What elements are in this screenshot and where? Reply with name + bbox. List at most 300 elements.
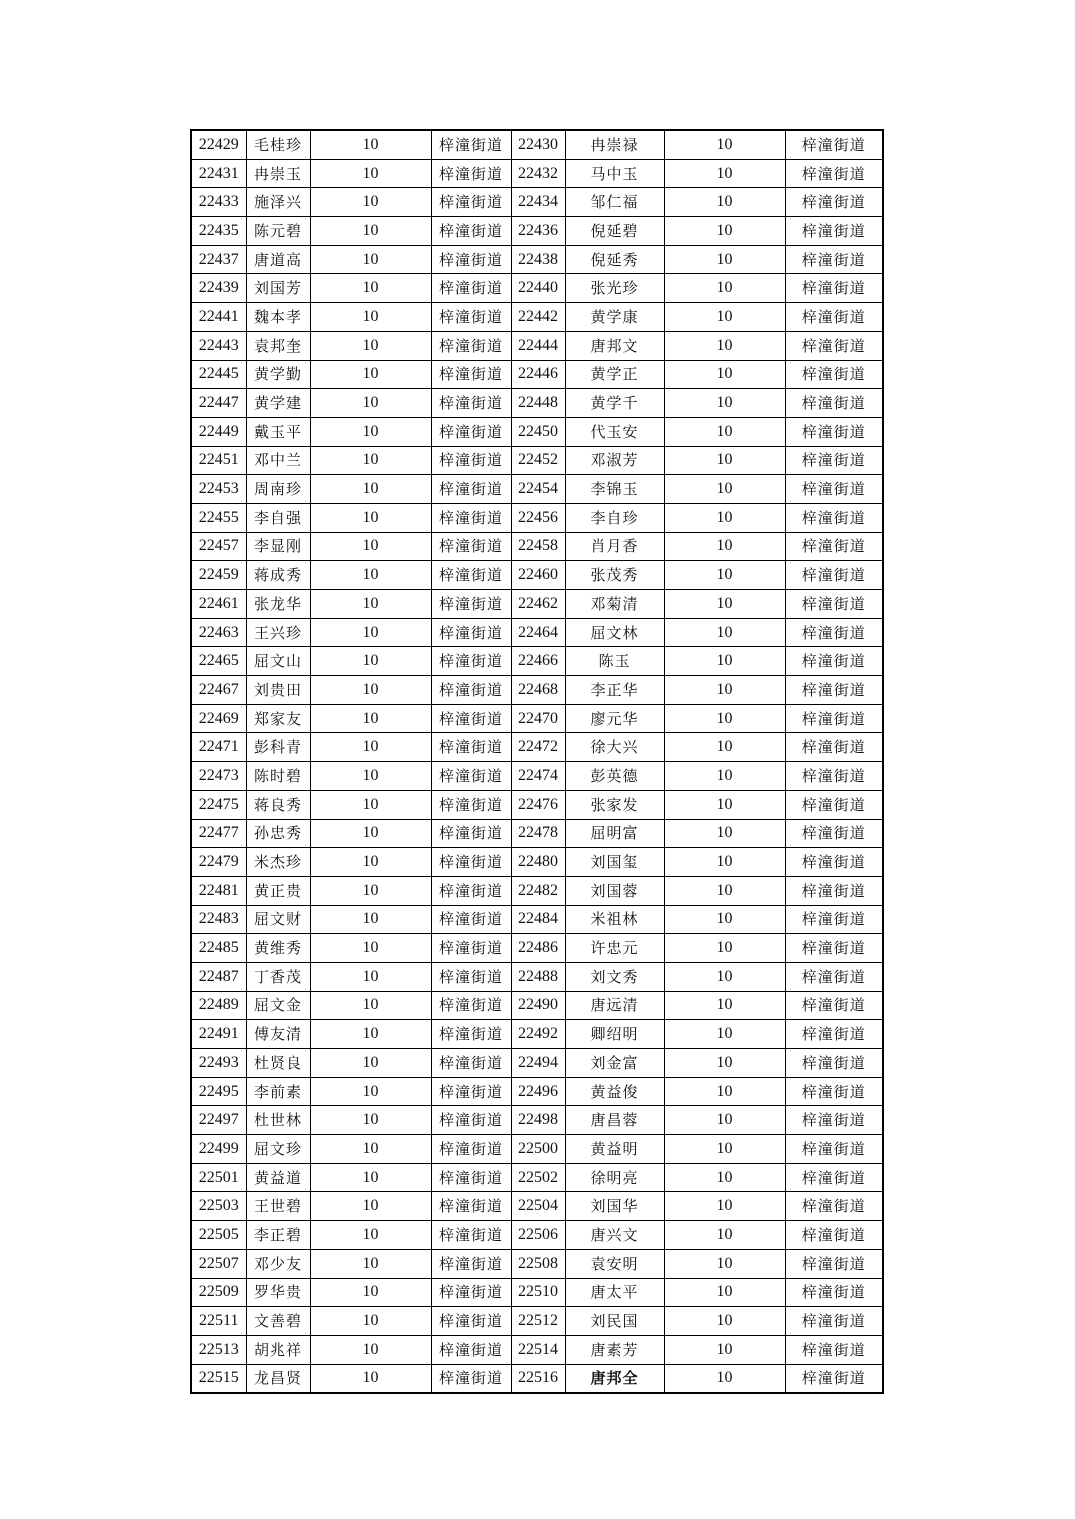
person-name: 陈玉 [565, 647, 664, 676]
amount: 10 [310, 848, 431, 877]
amount: 10 [310, 934, 431, 963]
person-name: 胡兆祥 [246, 1335, 310, 1364]
street: 梓潼街道 [785, 331, 883, 360]
amount: 10 [310, 962, 431, 991]
table-row [191, 303, 883, 332]
amount: 10 [664, 590, 785, 619]
record-id: 22485 [191, 934, 246, 963]
table-row [191, 159, 883, 188]
amount: 10 [310, 360, 431, 389]
record-id: 22486 [511, 934, 565, 963]
street: 梓潼街道 [785, 1077, 883, 1106]
record-id: 22477 [191, 819, 246, 848]
amount: 10 [664, 274, 785, 303]
amount: 10 [310, 274, 431, 303]
record-id: 22503 [191, 1192, 246, 1221]
person-name: 黄学千 [565, 389, 664, 418]
record-id: 22439 [191, 274, 246, 303]
amount: 10 [664, 1278, 785, 1307]
street: 梓潼街道 [431, 274, 511, 303]
record-id: 22458 [511, 532, 565, 561]
amount: 10 [310, 130, 431, 159]
person-name: 刘国华 [565, 1192, 664, 1221]
street: 梓潼街道 [431, 676, 511, 705]
amount: 10 [310, 1335, 431, 1364]
record-id: 22472 [511, 733, 565, 762]
street: 梓潼街道 [785, 647, 883, 676]
record-id: 22448 [511, 389, 565, 418]
person-name: 李正碧 [246, 1221, 310, 1250]
amount: 10 [664, 1106, 785, 1135]
street: 梓潼街道 [431, 1106, 511, 1135]
person-name: 唐邦全 [565, 1364, 664, 1393]
person-name: 唐太平 [565, 1278, 664, 1307]
table-row [191, 446, 883, 475]
record-id: 22440 [511, 274, 565, 303]
street: 梓潼街道 [431, 1364, 511, 1393]
amount: 10 [664, 1364, 785, 1393]
amount: 10 [310, 991, 431, 1020]
record-id: 22473 [191, 762, 246, 791]
amount: 10 [310, 1249, 431, 1278]
street: 梓潼街道 [431, 1049, 511, 1078]
table-row [191, 762, 883, 791]
record-id: 22516 [511, 1364, 565, 1393]
person-name: 黄学勤 [246, 360, 310, 389]
street: 梓潼街道 [785, 590, 883, 619]
amount: 10 [664, 676, 785, 705]
amount: 10 [310, 1278, 431, 1307]
record-id: 22449 [191, 417, 246, 446]
amount: 10 [310, 1077, 431, 1106]
street: 梓潼街道 [785, 1221, 883, 1250]
person-name: 刘国芳 [246, 274, 310, 303]
amount: 10 [664, 1335, 785, 1364]
record-id: 22445 [191, 360, 246, 389]
street: 梓潼街道 [785, 303, 883, 332]
record-id: 22460 [511, 561, 565, 590]
street: 梓潼街道 [431, 905, 511, 934]
street: 梓潼街道 [785, 876, 883, 905]
table-row [191, 1192, 883, 1221]
person-name: 刘文秀 [565, 962, 664, 991]
table-row [191, 590, 883, 619]
person-name: 倪延秀 [565, 245, 664, 274]
person-name: 黄正贵 [246, 876, 310, 905]
amount: 10 [664, 1077, 785, 1106]
person-name: 黄学建 [246, 389, 310, 418]
amount: 10 [664, 130, 785, 159]
street: 梓潼街道 [431, 159, 511, 188]
person-name: 傅友清 [246, 1020, 310, 1049]
street: 梓潼街道 [431, 417, 511, 446]
amount: 10 [664, 1249, 785, 1278]
person-name: 袁邦奎 [246, 331, 310, 360]
record-id: 22515 [191, 1364, 246, 1393]
table-row [191, 503, 883, 532]
amount: 10 [310, 446, 431, 475]
person-name: 彭英德 [565, 762, 664, 791]
record-id: 22476 [511, 790, 565, 819]
table-row [191, 389, 883, 418]
person-name: 蒋成秀 [246, 561, 310, 590]
amount: 10 [310, 331, 431, 360]
person-name: 黄益俊 [565, 1077, 664, 1106]
table-row [191, 188, 883, 217]
person-name: 丁香茂 [246, 962, 310, 991]
person-name: 王世碧 [246, 1192, 310, 1221]
record-id: 22451 [191, 446, 246, 475]
table-row [191, 245, 883, 274]
person-name: 廖元华 [565, 704, 664, 733]
amount: 10 [664, 245, 785, 274]
person-name: 刘贵田 [246, 676, 310, 705]
street: 梓潼街道 [785, 532, 883, 561]
amount: 10 [310, 159, 431, 188]
record-id: 22461 [191, 590, 246, 619]
record-id: 22443 [191, 331, 246, 360]
record-id: 22500 [511, 1135, 565, 1164]
street: 梓潼街道 [431, 475, 511, 504]
amount: 10 [664, 762, 785, 791]
record-id: 22452 [511, 446, 565, 475]
person-name: 张家发 [565, 790, 664, 819]
person-name: 杜世林 [246, 1106, 310, 1135]
street: 梓潼街道 [431, 1249, 511, 1278]
record-id: 22491 [191, 1020, 246, 1049]
amount: 10 [664, 303, 785, 332]
record-id: 22444 [511, 331, 565, 360]
street: 梓潼街道 [431, 704, 511, 733]
record-id: 22455 [191, 503, 246, 532]
record-id: 22459 [191, 561, 246, 590]
amount: 10 [664, 1049, 785, 1078]
table-row [191, 1335, 883, 1364]
record-id: 22507 [191, 1249, 246, 1278]
street: 梓潼街道 [785, 1020, 883, 1049]
table-row [191, 331, 883, 360]
amount: 10 [310, 303, 431, 332]
person-name: 龙昌贤 [246, 1364, 310, 1393]
record-id: 22508 [511, 1249, 565, 1278]
street: 梓潼街道 [431, 1192, 511, 1221]
street: 梓潼街道 [431, 303, 511, 332]
street: 梓潼街道 [431, 503, 511, 532]
amount: 10 [310, 503, 431, 532]
amount: 10 [664, 819, 785, 848]
amount: 10 [310, 389, 431, 418]
person-name: 邓淑芳 [565, 446, 664, 475]
record-id: 22453 [191, 475, 246, 504]
record-id: 22490 [511, 991, 565, 1020]
street: 梓潼街道 [431, 733, 511, 762]
record-id: 22431 [191, 159, 246, 188]
record-id: 22501 [191, 1163, 246, 1192]
record-id: 22433 [191, 188, 246, 217]
person-name: 彭科青 [246, 733, 310, 762]
person-name: 徐大兴 [565, 733, 664, 762]
record-id: 22471 [191, 733, 246, 762]
record-id: 22437 [191, 245, 246, 274]
record-id: 22510 [511, 1278, 565, 1307]
street: 梓潼街道 [785, 1049, 883, 1078]
table-row [191, 1163, 883, 1192]
record-id: 22447 [191, 389, 246, 418]
amount: 10 [664, 1221, 785, 1250]
table-row [191, 1135, 883, 1164]
amount: 10 [310, 1163, 431, 1192]
record-id: 22468 [511, 676, 565, 705]
person-name: 杜贤良 [246, 1049, 310, 1078]
street: 梓潼街道 [431, 532, 511, 561]
street: 梓潼街道 [431, 188, 511, 217]
person-name: 卿绍明 [565, 1020, 664, 1049]
record-id: 22450 [511, 417, 565, 446]
table-row [191, 1077, 883, 1106]
record-id: 22469 [191, 704, 246, 733]
amount: 10 [310, 1135, 431, 1164]
street: 梓潼街道 [431, 1335, 511, 1364]
amount: 10 [664, 331, 785, 360]
table-row [191, 475, 883, 504]
person-name: 刘金富 [565, 1049, 664, 1078]
person-name: 唐昌蓉 [565, 1106, 664, 1135]
person-name: 罗华贵 [246, 1278, 310, 1307]
table-row [191, 1020, 883, 1049]
record-id: 22509 [191, 1278, 246, 1307]
record-id: 22502 [511, 1163, 565, 1192]
record-id: 22494 [511, 1049, 565, 1078]
table-row [191, 1249, 883, 1278]
person-name: 周南珍 [246, 475, 310, 504]
street: 梓潼街道 [431, 360, 511, 389]
street: 梓潼街道 [431, 1020, 511, 1049]
person-name: 黄学正 [565, 360, 664, 389]
street: 梓潼街道 [431, 819, 511, 848]
person-name: 黄益明 [565, 1135, 664, 1164]
amount: 10 [664, 503, 785, 532]
person-name: 唐邦文 [565, 331, 664, 360]
amount: 10 [664, 905, 785, 934]
amount: 10 [310, 733, 431, 762]
street: 梓潼街道 [431, 217, 511, 246]
person-name: 张龙华 [246, 590, 310, 619]
person-name: 戴玉平 [246, 417, 310, 446]
street: 梓潼街道 [431, 1307, 511, 1336]
amount: 10 [664, 876, 785, 905]
street: 梓潼街道 [785, 217, 883, 246]
table-row [191, 934, 883, 963]
record-id: 22499 [191, 1135, 246, 1164]
record-id: 22441 [191, 303, 246, 332]
street: 梓潼街道 [431, 1221, 511, 1250]
table-row [191, 991, 883, 1020]
table-row [191, 532, 883, 561]
street: 梓潼街道 [431, 389, 511, 418]
street: 梓潼街道 [431, 962, 511, 991]
record-id: 22498 [511, 1106, 565, 1135]
street: 梓潼街道 [785, 188, 883, 217]
street: 梓潼街道 [785, 1163, 883, 1192]
amount: 10 [664, 1020, 785, 1049]
street: 梓潼街道 [431, 245, 511, 274]
amount: 10 [310, 676, 431, 705]
street: 梓潼街道 [785, 848, 883, 877]
record-id: 22454 [511, 475, 565, 504]
table-row [191, 1307, 883, 1336]
street: 梓潼街道 [431, 1278, 511, 1307]
street: 梓潼街道 [431, 647, 511, 676]
table-row [191, 1278, 883, 1307]
amount: 10 [310, 647, 431, 676]
street: 梓潼街道 [431, 1163, 511, 1192]
amount: 10 [664, 991, 785, 1020]
table-row [191, 876, 883, 905]
street: 梓潼街道 [785, 733, 883, 762]
person-name: 施泽兴 [246, 188, 310, 217]
street: 梓潼街道 [785, 274, 883, 303]
amount: 10 [310, 790, 431, 819]
amount: 10 [310, 1307, 431, 1336]
person-name: 李显刚 [246, 532, 310, 561]
person-name: 李自强 [246, 503, 310, 532]
person-name: 徐明亮 [565, 1163, 664, 1192]
person-name: 米杰珍 [246, 848, 310, 877]
record-id: 22462 [511, 590, 565, 619]
street: 梓潼街道 [431, 1135, 511, 1164]
street: 梓潼街道 [785, 762, 883, 791]
amount: 10 [310, 876, 431, 905]
street: 梓潼街道 [785, 819, 883, 848]
street: 梓潼街道 [785, 618, 883, 647]
person-name: 邓少友 [246, 1249, 310, 1278]
street: 梓潼街道 [785, 704, 883, 733]
street: 梓潼街道 [431, 876, 511, 905]
person-name: 唐远清 [565, 991, 664, 1020]
table-row [191, 733, 883, 762]
person-name: 唐道高 [246, 245, 310, 274]
record-id: 22434 [511, 188, 565, 217]
street: 梓潼街道 [785, 245, 883, 274]
street: 梓潼街道 [785, 1335, 883, 1364]
street: 梓潼街道 [431, 618, 511, 647]
amount: 10 [664, 934, 785, 963]
table-row [191, 561, 883, 590]
person-name: 唐兴文 [565, 1221, 664, 1250]
amount: 10 [310, 1221, 431, 1250]
amount: 10 [310, 475, 431, 504]
table-row [191, 848, 883, 877]
record-id: 22480 [511, 848, 565, 877]
table-body [191, 130, 883, 1393]
record-id: 22505 [191, 1221, 246, 1250]
person-name: 邓中兰 [246, 446, 310, 475]
amount: 10 [664, 962, 785, 991]
record-id: 22479 [191, 848, 246, 877]
amount: 10 [664, 790, 785, 819]
amount: 10 [664, 446, 785, 475]
record-id: 22506 [511, 1221, 565, 1250]
person-name: 冉崇禄 [565, 130, 664, 159]
person-name: 袁安明 [565, 1249, 664, 1278]
record-id: 22482 [511, 876, 565, 905]
street: 梓潼街道 [785, 991, 883, 1020]
record-id: 22484 [511, 905, 565, 934]
amount: 10 [664, 1307, 785, 1336]
street: 梓潼街道 [785, 159, 883, 188]
person-name: 马中玉 [565, 159, 664, 188]
amount: 10 [664, 389, 785, 418]
amount: 10 [310, 1364, 431, 1393]
street: 梓潼街道 [785, 905, 883, 934]
person-name: 刘国蓉 [565, 876, 664, 905]
amount: 10 [664, 1135, 785, 1164]
person-name: 黄学康 [565, 303, 664, 332]
person-name: 刘民国 [565, 1307, 664, 1336]
street: 梓潼街道 [431, 331, 511, 360]
record-id: 22513 [191, 1335, 246, 1364]
person-name: 李正华 [565, 676, 664, 705]
person-name: 郑家友 [246, 704, 310, 733]
street: 梓潼街道 [785, 503, 883, 532]
record-id: 22438 [511, 245, 565, 274]
record-id: 22496 [511, 1077, 565, 1106]
record-id: 22465 [191, 647, 246, 676]
table-row [191, 417, 883, 446]
record-id: 22432 [511, 159, 565, 188]
amount: 10 [664, 704, 785, 733]
street: 梓潼街道 [431, 130, 511, 159]
record-id: 22446 [511, 360, 565, 389]
person-name: 毛桂珍 [246, 130, 310, 159]
amount: 10 [310, 819, 431, 848]
person-name: 屈文山 [246, 647, 310, 676]
record-id: 22514 [511, 1335, 565, 1364]
person-name: 许忠元 [565, 934, 664, 963]
street: 梓潼街道 [785, 1278, 883, 1307]
person-name: 黄维秀 [246, 934, 310, 963]
table-row [191, 905, 883, 934]
street: 梓潼街道 [431, 762, 511, 791]
person-name: 陈元碧 [246, 217, 310, 246]
person-name: 陈时碧 [246, 762, 310, 791]
record-id: 22495 [191, 1077, 246, 1106]
table-row [191, 360, 883, 389]
amount: 10 [310, 1020, 431, 1049]
amount: 10 [310, 618, 431, 647]
table-row [191, 790, 883, 819]
person-name: 李前素 [246, 1077, 310, 1106]
street: 梓潼街道 [785, 417, 883, 446]
record-id: 22456 [511, 503, 565, 532]
street: 梓潼街道 [785, 1192, 883, 1221]
record-id: 22442 [511, 303, 565, 332]
person-name: 邹仁福 [565, 188, 664, 217]
amount: 10 [664, 733, 785, 762]
street: 梓潼街道 [431, 934, 511, 963]
record-id: 22493 [191, 1049, 246, 1078]
record-id: 22475 [191, 790, 246, 819]
record-id: 22467 [191, 676, 246, 705]
person-name: 冉崇玉 [246, 159, 310, 188]
street: 梓潼街道 [431, 561, 511, 590]
table-row [191, 647, 883, 676]
record-id: 22464 [511, 618, 565, 647]
record-id: 22474 [511, 762, 565, 791]
amount: 10 [310, 561, 431, 590]
amount: 10 [310, 1106, 431, 1135]
street: 梓潼街道 [785, 130, 883, 159]
